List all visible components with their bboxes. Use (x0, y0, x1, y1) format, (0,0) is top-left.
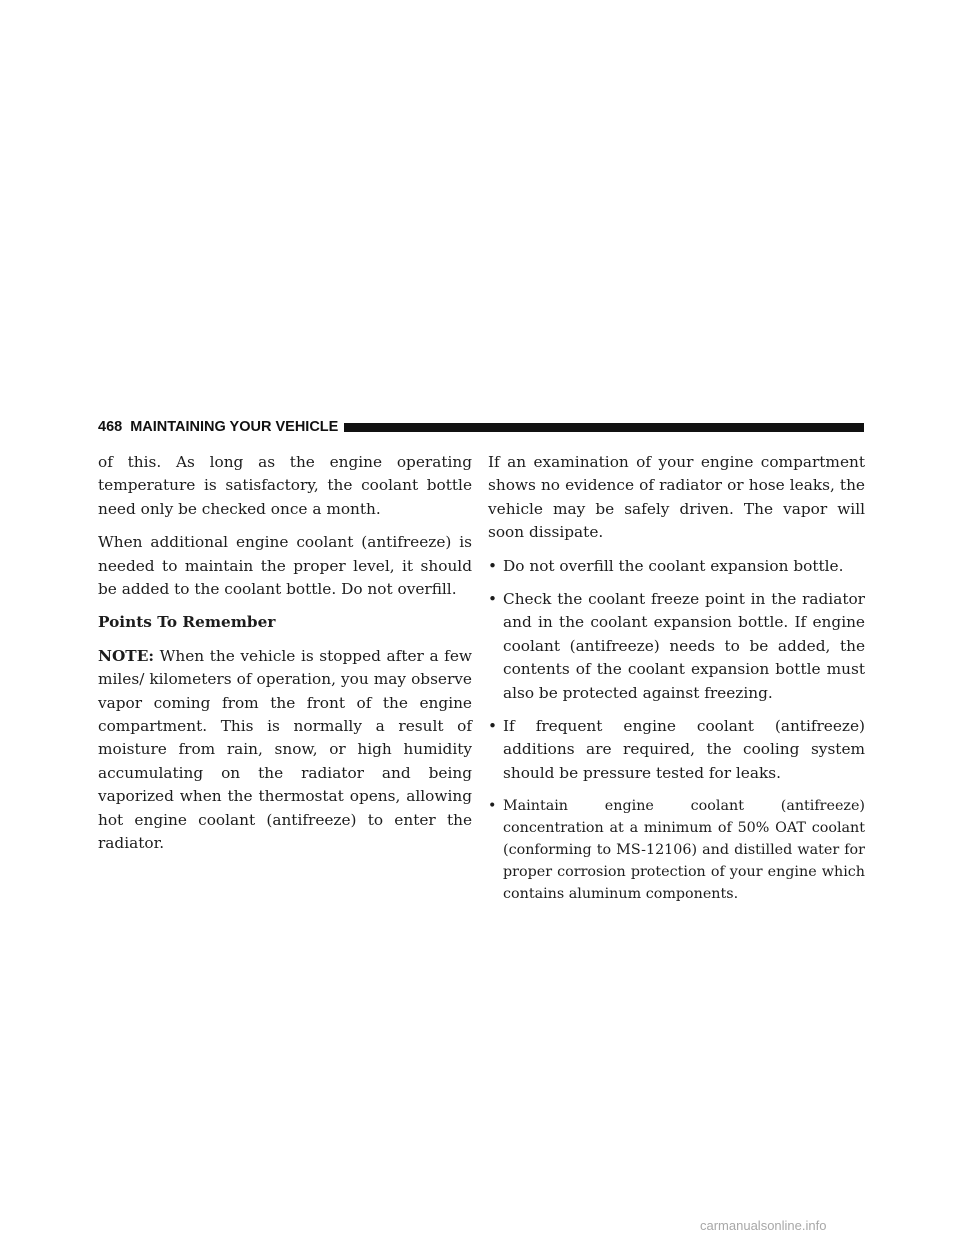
left-paragraph-2: When additional engine coolant (antifreeze) is needed to maintain the proper level, it should be added to the coolant bottle. Do not overfill. (98, 533, 472, 599)
left-paragraph-1: of this. As long as the engine operating temperature is satisfactory, the coolant bottle need only be checked once a month. (98, 453, 472, 518)
header-rule (344, 423, 864, 432)
list-item-text: Do not overfill the coolant expansion bottle. (503, 556, 844, 575)
bullet-icon: • (488, 556, 498, 575)
list-item (488, 555, 865, 578)
bullet-icon: • (488, 717, 498, 736)
list-item-text: Check the coolant freeze point in the radiator and in the coolant expansion bottle. If engine coolant (antifreeze) needs to be added, the contents of the coolant expansion bottle must also be protected against freezing. (503, 590, 865, 702)
right-column (488, 451, 865, 915)
bullet-icon: • (488, 590, 498, 609)
note-paragraph (98, 645, 472, 856)
page-header (98, 418, 864, 436)
list-item (488, 588, 865, 705)
bullet-list (488, 555, 865, 906)
list-item (488, 715, 865, 785)
note-text: When the vehicle is stopped after a few miles/ kilometers of operation, you may observe vapor coming from the front of the engine compartment. This is normally a result of moisture from rain, snow, or high humidity accumulating on the radiator and being vaporized when the thermostat opens, allowing hot engine coolant (antifreeze) to enter the radiator. (98, 646, 472, 853)
list-item (488, 795, 865, 905)
page-number: 468 (98, 419, 123, 435)
section-title: MAINTAINING YOUR VEHICLE (130, 419, 339, 435)
left-column (98, 451, 472, 866)
watermark: carmanualsonline.info (700, 1218, 827, 1233)
bullet-icon: • (488, 798, 497, 815)
points-heading: Points To Remember (98, 613, 276, 632)
note-label: NOTE: (98, 646, 154, 665)
list-item-text: If frequent engine coolant (antifreeze) additions are required, the cooling system should be pressure tested for leaks. (503, 717, 865, 782)
list-item-text: Maintain engine coolant (antifreeze) concentration at a minimum of 50% OAT coolant (conforming to MS-12106) and distilled water for proper corrosion protection of your engine which contains aluminum components. (503, 798, 865, 903)
right-paragraph-1: If an examination of your engine compartment shows no evidence of radiator or hose leaks, the vehicle may be safely driven. The vapor will soon dissipate. (488, 453, 865, 542)
